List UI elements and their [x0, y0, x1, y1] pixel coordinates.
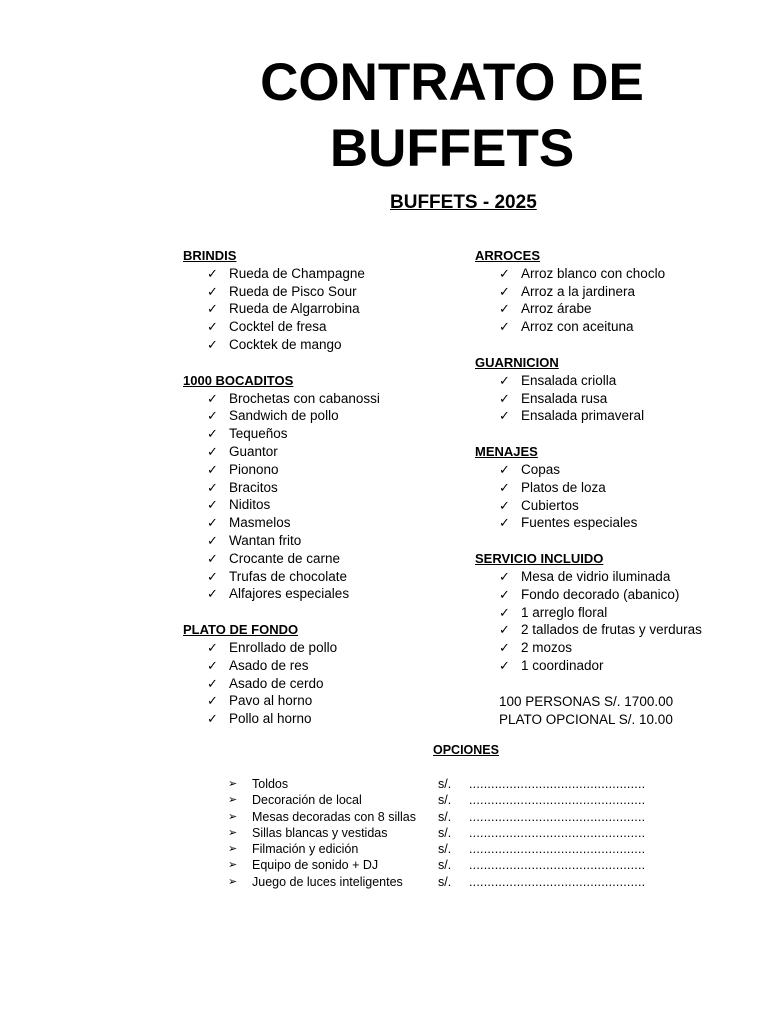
- section-heading: 1000 BOCADITOS: [183, 372, 294, 388]
- option-label: Decoración de local: [252, 793, 362, 808]
- price-line: PLATO OPCIONAL S/. 10.00: [499, 711, 673, 727]
- option-row: [228, 809, 668, 825]
- option-label: Filmación y edición: [252, 842, 359, 857]
- option-currency: s/.: [438, 825, 452, 840]
- list-item-label: Pollo al horno: [229, 711, 312, 727]
- option-price-blank: ................................................: [469, 842, 646, 857]
- list-item-label: Pavo al horno: [229, 693, 313, 709]
- list-item-label: Tequeños: [229, 426, 288, 442]
- section-heading: PLATO DE FONDO: [183, 622, 299, 638]
- checklist: [475, 568, 755, 675]
- list-item-label: Wantan frito: [229, 532, 302, 548]
- list-item-label: Crocante de carne: [229, 550, 341, 566]
- list-item: [183, 318, 463, 336]
- option-label: Mesas decoradas con 8 sillas: [252, 809, 416, 824]
- title-line-2: BUFFETS: [329, 119, 575, 178]
- option-row: [228, 776, 668, 792]
- checkmark-icon: ✓: [499, 461, 510, 477]
- list-item-label: Platos de loza: [521, 479, 606, 495]
- arrow-bullet-icon: ➢: [228, 794, 238, 807]
- list-item: [183, 514, 463, 532]
- price-line: 100 PERSONAS S/. 1700.00: [499, 693, 674, 709]
- checkmark-icon: ✓: [499, 604, 510, 620]
- list-item: [183, 639, 463, 657]
- checkmark-icon: ✓: [207, 675, 218, 691]
- list-item: [183, 336, 463, 354]
- list-item: [183, 407, 463, 425]
- checkmark-icon: ✓: [207, 336, 218, 352]
- list-item: [183, 532, 463, 550]
- list-item: [183, 568, 463, 586]
- option-row: [228, 825, 668, 841]
- option-row: [228, 841, 668, 857]
- list-item: [475, 621, 755, 639]
- list-item-label: Ensalada rusa: [521, 390, 608, 406]
- checkmark-icon: ✓: [207, 443, 218, 459]
- section-heading: BRINDIS: [183, 248, 237, 263]
- list-item-label: Copas: [521, 461, 561, 477]
- list-item-label: Trufas de chocolate: [229, 568, 348, 584]
- checkmark-icon: ✓: [499, 515, 510, 531]
- checkmark-icon: ✓: [499, 408, 510, 424]
- option-price-blank: ................................................: [469, 858, 646, 873]
- checkmark-icon: ✓: [499, 640, 510, 656]
- section-servicio-incluido: [475, 550, 755, 675]
- list-item-label: Alfajores especiales: [229, 586, 350, 602]
- option-price-blank: ................................................: [469, 809, 646, 824]
- list-item-label: Arroz con aceituna: [521, 319, 634, 335]
- section-1000-bocaditos: [183, 372, 463, 603]
- checklist: [183, 265, 463, 354]
- list-item-label: Enrollado de pollo: [229, 639, 338, 655]
- checkmark-icon: ✓: [207, 497, 218, 513]
- arrow-bullet-icon: ➢: [228, 826, 238, 839]
- arrow-bullet-icon: ➢: [228, 859, 238, 872]
- list-item: [183, 300, 463, 318]
- list-item: [183, 550, 463, 568]
- list-item: [183, 710, 463, 728]
- checkmark-icon: ✓: [207, 657, 218, 673]
- list-item-label: Masmelos: [229, 515, 291, 531]
- list-item: [183, 425, 463, 443]
- option-currency: s/.: [438, 809, 452, 824]
- list-item-label: Fuentes especiales: [521, 515, 638, 531]
- option-label: Sillas blancas y vestidas: [252, 825, 388, 840]
- list-item-label: Arroz blanco con choclo: [521, 265, 666, 281]
- option-label: Equipo de sonido + DJ: [252, 858, 379, 873]
- list-item: [475, 461, 755, 479]
- option-currency: s/.: [438, 842, 452, 857]
- section-brindis: [183, 247, 463, 354]
- checkmark-icon: ✓: [207, 408, 218, 424]
- list-item-label: Cubiertos: [521, 497, 579, 513]
- list-item-label: 2 mozos: [521, 640, 573, 656]
- list-item: [183, 675, 463, 693]
- option-price-blank: ................................................: [469, 825, 646, 840]
- right-column: [475, 247, 755, 728]
- list-item: [475, 657, 755, 675]
- section-heading: SERVICIO INCLUIDO: [475, 551, 604, 567]
- list-item: [183, 390, 463, 408]
- list-item: [475, 497, 755, 515]
- option-label: Toldos: [252, 777, 289, 791]
- list-item: [183, 657, 463, 675]
- checkmark-icon: ✓: [499, 283, 510, 299]
- list-item: [475, 318, 755, 336]
- list-item: [475, 390, 755, 408]
- list-item-label: 1 coordinador: [521, 657, 604, 673]
- section-plato-de-fondo: [183, 621, 463, 728]
- options-list: [228, 776, 668, 890]
- option-currency: s/.: [438, 858, 452, 873]
- opciones-heading: OPCIONES: [433, 743, 499, 757]
- option-price-blank: ................................................: [469, 793, 646, 808]
- checkmark-icon: ✓: [207, 301, 218, 317]
- list-item-label: Arroz árabe: [521, 301, 592, 317]
- list-item-label: Brochetas con cabanossi: [229, 390, 380, 406]
- list-item-label: Sandwich de pollo: [229, 408, 339, 424]
- option-row: [228, 857, 668, 873]
- document-title: [0, 50, 768, 182]
- checkmark-icon: ✓: [207, 693, 218, 709]
- arrow-bullet-icon: ➢: [228, 810, 238, 823]
- title-line-1: CONTRATO DE: [260, 53, 644, 112]
- list-item-label: Rueda de Champagne: [229, 265, 365, 281]
- checkmark-icon: ✓: [207, 283, 218, 299]
- left-column: [183, 247, 463, 746]
- list-item: [183, 692, 463, 710]
- list-item-label: Bracitos: [229, 479, 278, 495]
- arrow-bullet-icon: ➢: [228, 875, 238, 888]
- list-item-label: Ensalada criolla: [521, 372, 617, 388]
- document-subtitle: BUFFETS - 2025: [390, 192, 537, 213]
- list-item: [183, 461, 463, 479]
- list-item: [475, 479, 755, 497]
- checkmark-icon: ✓: [207, 479, 218, 495]
- checkmark-icon: ✓: [207, 426, 218, 442]
- list-item-label: Fondo decorado (abanico): [521, 586, 680, 602]
- checkmark-icon: ✓: [499, 372, 510, 388]
- checkmark-icon: ✓: [499, 319, 510, 335]
- section-heading: GUARNICION: [475, 354, 559, 370]
- section-arroces: [475, 247, 755, 336]
- list-item: [183, 283, 463, 301]
- checkmark-icon: ✓: [207, 532, 218, 548]
- option-row: [228, 792, 668, 808]
- list-item-label: 1 arreglo floral: [521, 604, 608, 620]
- list-item: [183, 265, 463, 283]
- list-item: [475, 568, 755, 586]
- checkmark-icon: ✓: [207, 568, 218, 584]
- list-item: [475, 283, 755, 301]
- checkmark-icon: ✓: [499, 568, 510, 584]
- price-summary: [499, 693, 755, 729]
- section-heading: ARROCES: [475, 248, 541, 263]
- option-label: Juego de luces inteligentes: [252, 874, 403, 889]
- checkmark-icon: ✓: [207, 550, 218, 566]
- option-currency: s/.: [438, 793, 452, 808]
- list-item: [475, 265, 755, 283]
- list-item-label: Pionono: [229, 461, 279, 477]
- list-item: [475, 604, 755, 622]
- checkmark-icon: ✓: [499, 586, 510, 602]
- list-item-label: Rueda de Algarrobina: [229, 301, 360, 317]
- list-item-label: Asado de cerdo: [229, 675, 324, 691]
- list-item-label: Ensalada primaveral: [521, 408, 645, 424]
- checkmark-icon: ✓: [499, 265, 510, 281]
- option-price-blank: ................................................: [469, 777, 646, 791]
- list-item: [475, 372, 755, 390]
- list-item: [475, 639, 755, 657]
- option-row: [228, 874, 668, 890]
- checklist: [475, 372, 755, 425]
- checkmark-icon: ✓: [207, 515, 218, 531]
- checkmark-icon: ✓: [499, 479, 510, 495]
- list-item-label: Niditos: [229, 497, 271, 513]
- list-item-label: Mesa de vidrio iluminada: [521, 568, 671, 584]
- checkmark-icon: ✓: [207, 319, 218, 335]
- checklist: [475, 265, 755, 336]
- section-guarnicion: [475, 354, 755, 425]
- list-item: [183, 443, 463, 461]
- list-item: [475, 407, 755, 425]
- checkmark-icon: ✓: [499, 301, 510, 317]
- option-currency: s/.: [438, 874, 452, 889]
- checkmark-icon: ✓: [207, 265, 218, 281]
- checkmark-icon: ✓: [499, 390, 510, 406]
- checkmark-icon: ✓: [207, 586, 218, 602]
- checkmark-icon: ✓: [207, 639, 218, 655]
- checkmark-icon: ✓: [207, 390, 218, 406]
- list-item-label: Guantor: [229, 443, 278, 459]
- list-item: [183, 585, 463, 603]
- checklist: [183, 639, 463, 728]
- checklist: [475, 461, 755, 532]
- checklist: [183, 390, 463, 604]
- list-item-label: Cocktek de mango: [229, 336, 342, 352]
- list-item: [475, 300, 755, 318]
- option-price-blank: ................................................: [469, 874, 646, 889]
- arrow-bullet-icon: ➢: [228, 843, 238, 856]
- list-item-label: Asado de res: [229, 657, 309, 673]
- option-currency: s/.: [438, 777, 452, 791]
- list-item-label: Rueda de Pisco Sour: [229, 283, 357, 299]
- arrow-bullet-icon: ➢: [228, 778, 238, 790]
- checkmark-icon: ✓: [499, 622, 510, 638]
- section-heading: MENAJES: [475, 444, 538, 460]
- checkmark-icon: ✓: [499, 657, 510, 673]
- section-menajes: [475, 443, 755, 532]
- checkmark-icon: ✓: [207, 711, 218, 727]
- list-item: [183, 479, 463, 497]
- list-item: [183, 496, 463, 514]
- list-item: [475, 514, 755, 532]
- list-item-label: 2 tallados de frutas y verduras: [521, 622, 702, 638]
- checkmark-icon: ✓: [207, 461, 218, 477]
- checkmark-icon: ✓: [499, 497, 510, 513]
- list-item-label: Cocktel de fresa: [229, 319, 327, 335]
- list-item: [475, 586, 755, 604]
- list-item-label: Arroz a la jardinera: [521, 283, 636, 299]
